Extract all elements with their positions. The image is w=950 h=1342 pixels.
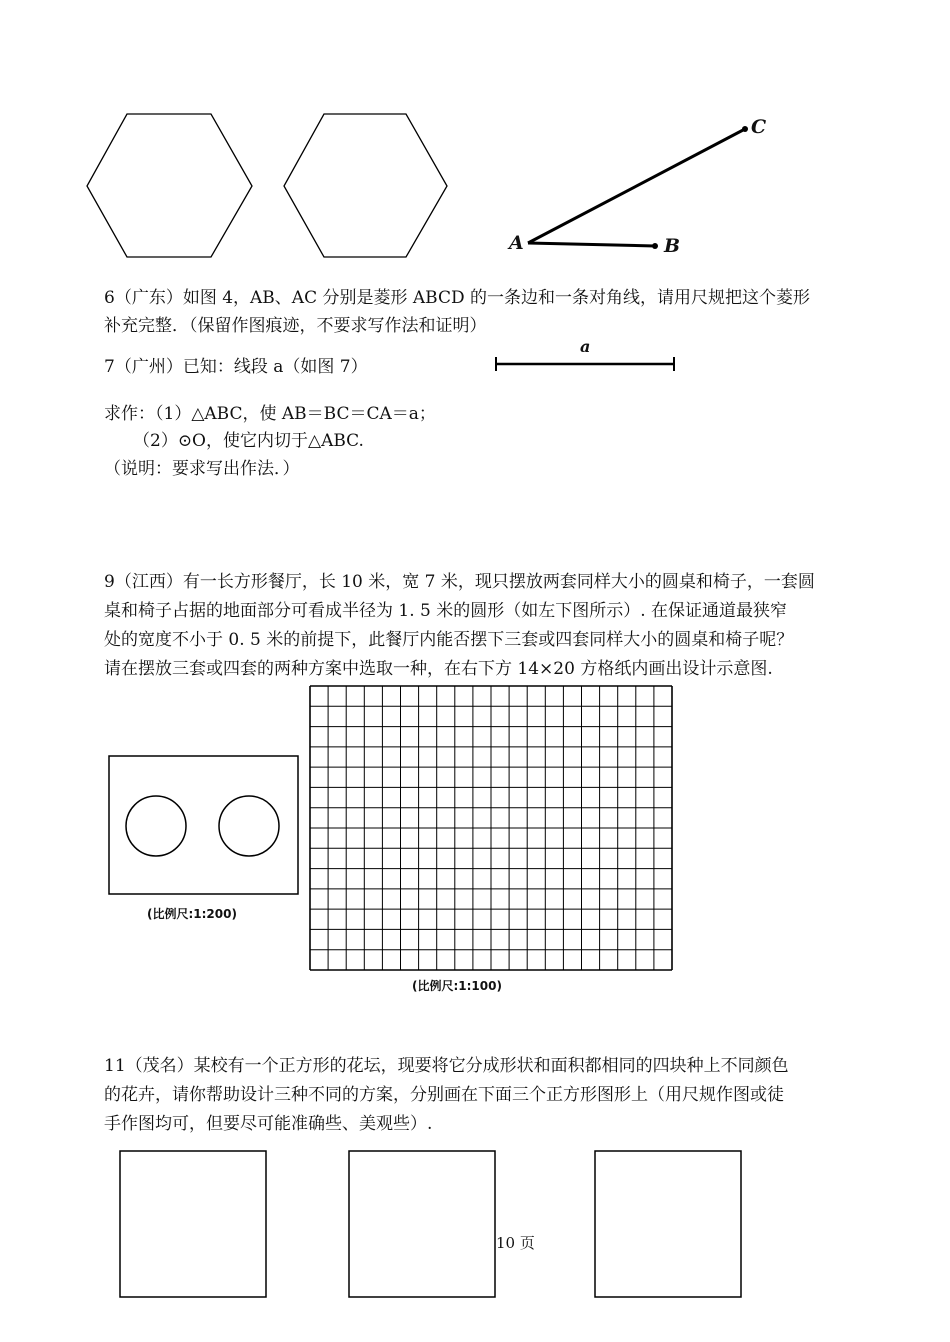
q7-line-1: 7（广州）已知：线段 a（如图 7） xyxy=(104,357,368,377)
q9-line-3: 处的宽度不小于 0. 5 米的前提下，此餐厅内能否摆下三套或四套同样大小的圆桌和椅子呢？ xyxy=(104,630,794,650)
square-2 xyxy=(349,1151,495,1297)
q7-line-4: （说明：要求写出作法．） xyxy=(104,459,300,479)
square-1 xyxy=(120,1151,266,1297)
page-number: 10 页 xyxy=(496,1234,535,1252)
square-3 xyxy=(595,1151,741,1297)
q11-line-1: 11（茂名）某校有一个正方形的花坛，现要将它分成形状和面积都相同的四块种上不同颜色 xyxy=(104,1056,789,1076)
q7-line-3: （2）⊙O，使它内切于△ABC. xyxy=(133,431,364,451)
segment-label-a: a xyxy=(580,337,591,356)
q11-line-2: 的花卉，请你帮助设计三种不同的方案，分别画在下面三个正方形图形上（用尺规作图或徒 xyxy=(104,1085,784,1105)
q11-line-3: 手作图均可，但要尽可能准确些、美观些）. xyxy=(104,1114,433,1134)
caption-scale-right: (比例尺:1:100) xyxy=(412,979,502,993)
point-label-a: A xyxy=(509,232,524,254)
q9-line-1: 9（江西）有一长方形餐厅，长 10 米，宽 7 米，现只摆放两套同样大小的圆桌和椅子，一套圆 xyxy=(104,572,815,592)
caption-scale-left: (比例尺:1:200) xyxy=(147,907,237,921)
q7-line-2: 求作：（1）△ABC，使 AB＝BC＝CA＝a； xyxy=(104,404,436,424)
q6-line-2: 补充完整．（保留作图痕迹，不要求写作法和证明） xyxy=(104,316,487,336)
q9-line-4: 请在摆放三套或四套的两种方案中选取一种，在右下方 14×20 方格纸内画出设计示意图. xyxy=(104,659,773,679)
point-label-b: B xyxy=(664,235,681,257)
q9-line-2: 桌和椅子占据的地面部分可看成半径为 1. 5 米的圆形（如左下图所示）. 在保证通道最狭窄 xyxy=(104,601,788,621)
q6-line-1: 6（广东）如图 4，AB、AC 分别是菱形 ABCD 的一条边和一条对角线，请用尺规把这个菱形 xyxy=(104,288,811,308)
point-label-c: C xyxy=(751,116,767,138)
